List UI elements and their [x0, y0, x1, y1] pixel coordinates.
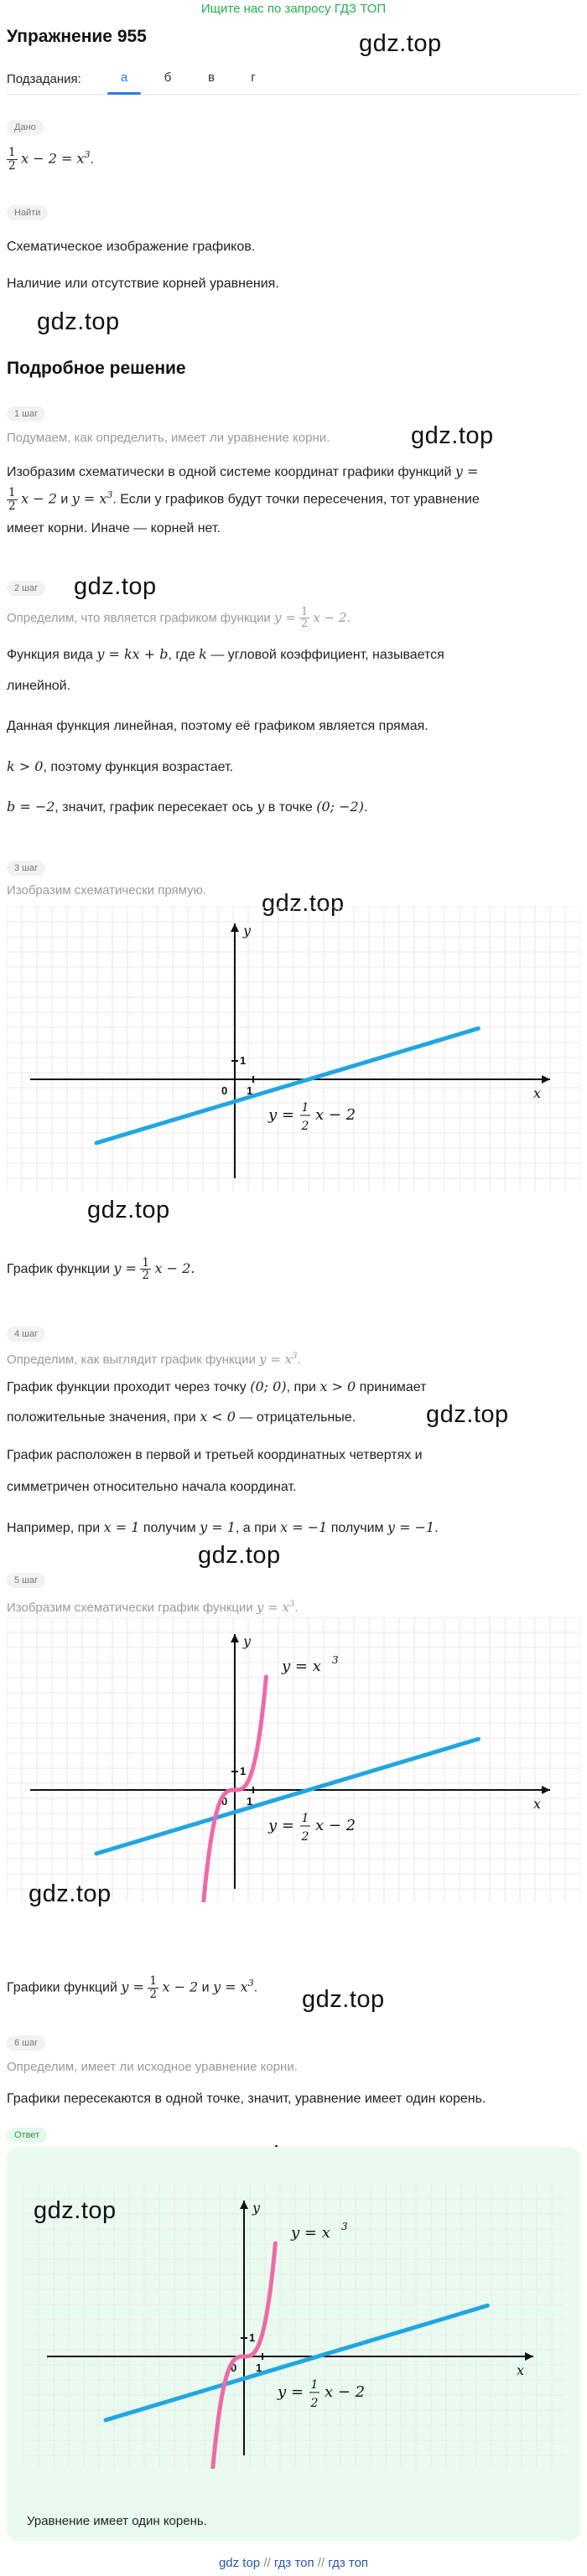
text: , а при: [235, 1521, 281, 1535]
origin-label: 0: [221, 1795, 228, 1808]
step3-intro: Изобразим схематически прямую.: [7, 883, 207, 897]
given-badge: Дано: [7, 120, 44, 135]
math: y = x: [256, 1600, 289, 1615]
text: График функции: [7, 1262, 114, 1276]
line-label-frac-den: 2: [301, 1120, 309, 1133]
step1-line1: [7, 463, 580, 482]
step1-intro: Подумаем, как определить, имеет ли уравнение корни.: [7, 431, 330, 445]
math: y = kx + b: [96, 646, 169, 662]
text: — угловой коэффициент, называется: [206, 648, 444, 662]
step6-p1: Графики пересекаются в одной точке, значит, уравнение имеет один корень.: [7, 2092, 486, 2106]
y-axis-label: y: [243, 1633, 252, 1649]
text: .: [294, 1601, 299, 1615]
step3-badge: 3 шаг: [7, 861, 45, 876]
text: , где: [168, 648, 200, 662]
watermark: gdz.top: [359, 30, 442, 57]
step4-p5: [7, 1518, 580, 1538]
math: (0; 0): [250, 1379, 287, 1394]
x-axis-label: x: [533, 1796, 542, 1812]
fraction-half: [299, 607, 309, 630]
tab-b[interactable]: б: [164, 70, 172, 85]
subtasks-label: Подзадания:: [7, 72, 81, 86]
text: , поэтому функция возрастает.: [43, 760, 234, 774]
frac-den: 2: [142, 1269, 150, 1283]
text: Графики функций: [7, 1980, 122, 1995]
watermark: gdz.top: [87, 1197, 170, 1223]
footer-links: [0, 2556, 587, 2570]
fraction-half: [140, 1257, 151, 1282]
text: Изобразим схематически график функции: [7, 1601, 257, 1615]
line-label: y =: [268, 1106, 294, 1124]
text: положительные значения, при: [7, 1410, 200, 1425]
math: x < 0: [200, 1409, 236, 1425]
x-axis-arrow: [542, 1786, 550, 1794]
text: принимает: [356, 1380, 427, 1394]
active-tab-indicator: [107, 92, 141, 95]
watermark: gdz.top: [29, 1880, 112, 1907]
step2-p4: [7, 798, 580, 817]
text: Определим, что является графиком функции: [7, 610, 274, 625]
answer-badge: Ответ: [7, 2128, 47, 2143]
watermark: gdz.top: [302, 1986, 385, 2013]
tick-label-x1: 1: [256, 2361, 262, 2374]
x-axis-label: x: [517, 2362, 525, 2378]
text: и: [56, 492, 72, 507]
step4-badge: 4 шаг: [7, 1327, 45, 1342]
math: y =: [113, 1260, 137, 1276]
line-label-frac-num: 1: [301, 1812, 309, 1825]
watermark: gdz.top: [37, 308, 120, 335]
y-axis-label: y: [252, 2200, 261, 2216]
text: получим: [327, 1521, 387, 1535]
watermark: gdz.top: [426, 1401, 509, 1428]
text: получим: [139, 1521, 200, 1535]
math: y =: [273, 609, 296, 625]
step5-badge: 5 шаг: [7, 1573, 45, 1588]
origin-label: 0: [231, 2361, 237, 2374]
graph-answer: [23, 2184, 564, 2469]
footer-sep: //: [263, 2556, 271, 2570]
step4-intro: [7, 1347, 580, 1369]
line-graph: [96, 1028, 478, 1143]
exponent: 3: [247, 1978, 254, 1989]
frac-num: 1: [149, 1974, 157, 1989]
text: — отрицательные.: [235, 1410, 356, 1425]
line-label-frac-den: 2: [310, 2397, 319, 2410]
graph-line: [7, 907, 580, 1192]
step5-caption: [7, 1974, 580, 2000]
footer-link-1[interactable]: gdz top: [218, 2556, 261, 2570]
frac-den: 2: [149, 1987, 157, 2001]
find-item-1: Схематическое изображение графиков.: [7, 240, 256, 254]
x-axis-arrow: [525, 2352, 533, 2361]
cubic-label: y = x: [282, 1658, 321, 1675]
step4-p1: [7, 1378, 580, 1397]
tick-label-y1: 1: [249, 2331, 256, 2344]
x-axis-label: x: [533, 1085, 542, 1101]
step4-p3: График расположен в первой и третьей координатных четвертях и: [7, 1448, 423, 1462]
step2-badge: 2 шаг: [7, 581, 45, 596]
step1-line3: имеет корни. Иначе — корней нет.: [7, 521, 221, 535]
y-axis-label: y: [243, 923, 252, 939]
exponent: 3: [106, 489, 113, 500]
text: , значит, график пересекает ось: [55, 800, 257, 815]
math: y = x: [259, 1352, 293, 1367]
step2-p2: Данная функция линейная, поэтому её графиком является прямая.: [7, 719, 429, 733]
text: .: [253, 1980, 258, 1995]
watermark: gdz.top: [34, 2197, 117, 2224]
watermark: gdz.top: [262, 890, 345, 917]
step3-caption: [7, 1257, 580, 1282]
tick-label-x1: 1: [247, 1795, 253, 1808]
exponent: 3: [84, 149, 91, 160]
step2-p1: [7, 645, 580, 665]
math: y = 1: [200, 1519, 236, 1535]
line-label-frac-den: 2: [301, 1830, 309, 1844]
step4-p4: симметричен относительно начала координат.: [7, 1480, 297, 1494]
math: y =: [455, 463, 479, 479]
step6-badge: 6 шаг: [7, 2035, 45, 2051]
frac-num: 1: [8, 486, 16, 500]
y-axis-arrow: [240, 2201, 248, 2209]
find-badge: Найти: [7, 205, 48, 220]
tab-g[interactable]: г: [251, 70, 256, 85]
solution-heading: Подробное решение: [7, 359, 186, 378]
math: y = x: [213, 1979, 248, 1995]
cubic-label-exp: 3: [332, 1654, 339, 1666]
math: x > 0: [319, 1379, 356, 1394]
text: . Если у графиков будут точки пересечения, тот уравнение: [112, 492, 480, 507]
tick-label-y1: 1: [240, 1765, 247, 1777]
exponent: 3: [288, 1600, 295, 1609]
math: x = 1: [103, 1519, 140, 1535]
exponent: 3: [292, 1352, 298, 1361]
line-label-frac-num: 1: [310, 2378, 319, 2392]
cubic-label: y = x: [291, 2224, 330, 2242]
line-label-frac-num: 1: [301, 1101, 309, 1115]
math: (0; −2): [316, 799, 364, 815]
find-item-2: Наличие или отсутствие корней уравнения.: [7, 277, 279, 291]
line-graph: [96, 1739, 478, 1854]
watermark: gdz.top: [198, 1542, 281, 1569]
fraction-half: [7, 147, 18, 172]
math: k > 0: [7, 758, 44, 774]
frac-den: 2: [300, 618, 309, 631]
cubic-label-exp: 3: [341, 2221, 348, 2232]
text: и: [198, 1980, 214, 1995]
tick-label-x1: 1: [247, 1084, 253, 1097]
text: Изобразим схематически в одной системе координат графики функций: [7, 465, 455, 479]
math: x − 2.: [154, 1260, 195, 1276]
tab-a[interactable]: а: [120, 70, 128, 85]
step1-badge: 1 шаг: [7, 406, 45, 422]
step2-p1-cont: линейной.: [7, 679, 71, 693]
footer-link-2[interactable]: гдз топ: [273, 2556, 314, 2570]
line-label-tail: x − 2: [315, 1817, 356, 1834]
text: , при: [286, 1380, 320, 1394]
x-axis-arrow: [542, 1075, 550, 1084]
math: b = −2: [7, 799, 55, 815]
line-label-tail: x − 2: [325, 2383, 366, 2401]
math: k: [199, 646, 207, 662]
frac-den: 2: [8, 158, 16, 173]
step5-intro: [7, 1596, 580, 1617]
math: x − 2.: [313, 609, 351, 625]
math: y =: [121, 1979, 144, 1995]
footer-link-3[interactable]: гдз топ: [328, 2556, 369, 2570]
frac-num: 1: [142, 1256, 150, 1270]
text: Определим, как выглядит график функции: [7, 1353, 260, 1367]
fraction-half: [7, 487, 18, 512]
text: .: [363, 800, 368, 815]
tick-label-y1: 1: [240, 1054, 247, 1067]
line-label-tail: x − 2: [315, 1106, 356, 1124]
line-label: y =: [268, 1817, 294, 1834]
answer-text: Уравнение имеет один корень.: [27, 2514, 207, 2528]
math: y = x: [71, 490, 107, 507]
y-axis-arrow: [231, 1634, 239, 1642]
equation-text: x − 2 = x: [21, 150, 85, 167]
footer-sep: //: [317, 2556, 325, 2570]
graph-line-and-cubic: [7, 1617, 580, 1902]
text: График функции проходит через точку: [7, 1380, 251, 1394]
line-label: y =: [278, 2383, 304, 2401]
top-search-link[interactable]: Ищите нас по запросу ГДЗ ТОП: [200, 2, 387, 16]
step2-p3: [7, 758, 580, 777]
line-graph: [106, 2305, 487, 2420]
watermark: gdz.top: [411, 422, 494, 449]
step2-intro: [7, 607, 580, 630]
dot: .: [90, 152, 94, 167]
given-equation: [7, 146, 580, 172]
math: x − 2: [162, 1979, 199, 1995]
math: y = −1: [387, 1519, 435, 1535]
math: x = −1: [280, 1519, 328, 1535]
origin-label: 0: [221, 1084, 228, 1097]
text: Функция вида: [7, 648, 97, 662]
math: y: [257, 799, 265, 815]
text: Например, при: [7, 1521, 104, 1535]
step1-line2: [7, 486, 580, 512]
tabs-divider: [7, 94, 580, 95]
watermark: gdz.top: [74, 573, 157, 600]
text: .: [434, 1521, 439, 1535]
tab-v[interactable]: в: [208, 70, 215, 85]
frac-den: 2: [8, 499, 16, 513]
y-axis-arrow: [231, 923, 239, 932]
math: x − 2: [21, 490, 57, 507]
page-title: Упражнение 955: [7, 27, 147, 46]
fraction-half: [148, 1975, 158, 2000]
step6-intro: Определим, имеет ли исходное уравнение корни.: [7, 2060, 298, 2074]
frac-num: 1: [8, 146, 16, 160]
frac-num: 1: [300, 606, 309, 618]
text: в точке: [264, 800, 317, 815]
text: .: [297, 1353, 301, 1367]
